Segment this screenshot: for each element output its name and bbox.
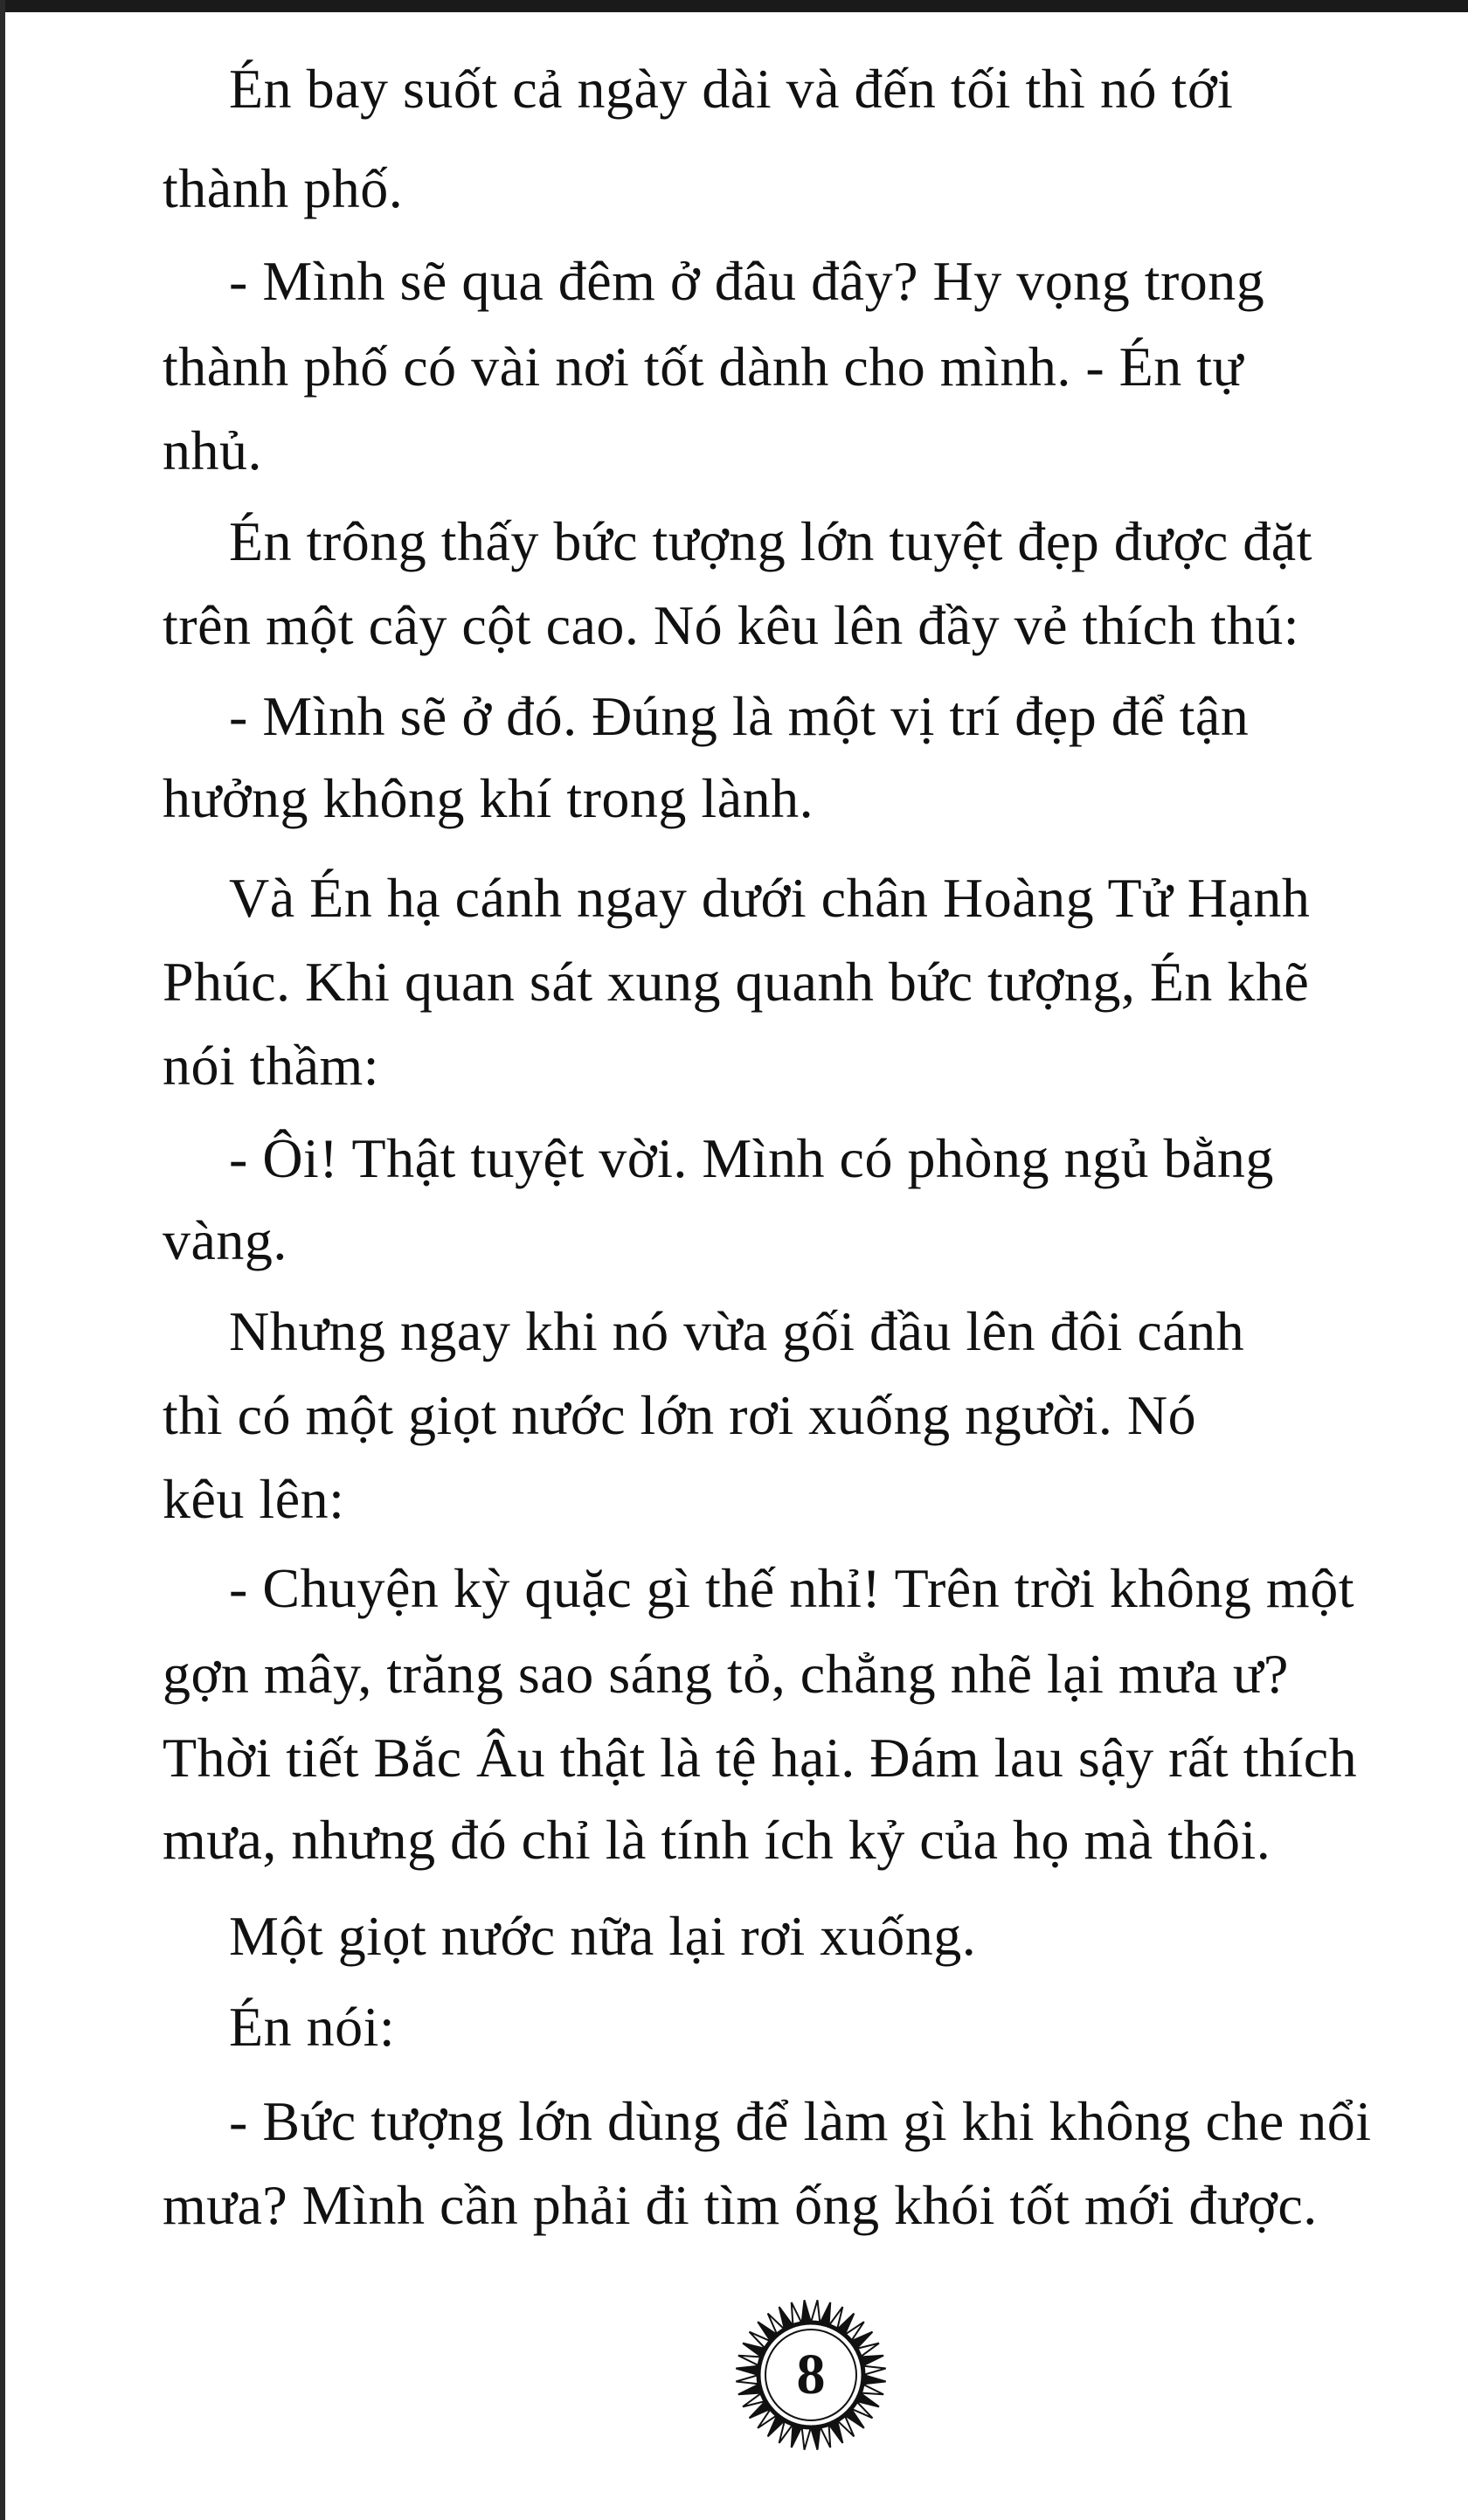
text-line: Thời tiết Bắc Âu thật là tệ hại. Đám lau sậy rất thích (163, 1727, 1358, 1789)
text-line: thì có một giọt nước lớn rơi xuống người. Nó (163, 1384, 1197, 1446)
text-line: Nhưng ngay khi nó vừa gối đầu lên đôi cánh (229, 1300, 1245, 1362)
text-line: Phúc. Khi quan sát xung quanh bức tượng, Én khẽ (163, 951, 1310, 1013)
text-line: Én trông thấy bức tượng lớn tuyệt đẹp được đặt (229, 510, 1312, 572)
text-line: Một giọt nước nữa lại rơi xuống. (229, 1905, 977, 1967)
text-line: hưởng không khí trong lành. (163, 767, 814, 829)
text-line: nói thầm: (163, 1035, 380, 1097)
text-line: Én bay suốt cả ngày dài và đến tối thì nó tới (229, 58, 1234, 120)
text-line: - Bức tượng lớn dùng để làm gì khi không che nổi (229, 2090, 1372, 2152)
text-line: trên một cây cột cao. Nó kêu lên đầy vẻ thích thú: (163, 594, 1300, 656)
text-line: nhủ. (163, 419, 262, 481)
text-line: mưa, nhưng đó chỉ là tính ích kỷ của họ mà thôi. (163, 1809, 1271, 1871)
text-line: gợn mây, trăng sao sáng tỏ, chẳng nhẽ lại mưa ư? (163, 1643, 1289, 1705)
text-line: thành phố. (163, 157, 404, 219)
text-line: - Chuyện kỳ quặc gì thế nhỉ! Trên trời không một (229, 1557, 1354, 1619)
text-line: Và Én hạ cánh ngay dưới chân Hoàng Tử Hạnh (229, 867, 1311, 929)
text-line: Én nói: (229, 1996, 396, 2058)
text-line: - Mình sẽ qua đêm ở đâu đây? Hy vọng trong (229, 250, 1265, 312)
page-number: 8 (796, 2343, 826, 2406)
text-line: thành phố có vài nơi tốt dành cho mình. - Én tự (163, 336, 1243, 398)
text-line: - Mình sẽ ở đó. Đúng là một vị trí đẹp để tận (229, 685, 1250, 747)
text-line: mưa? Mình cần phải đi tìm ống khói tốt mới được. (163, 2174, 1318, 2236)
text-line: kêu lên: (163, 1468, 345, 1530)
page-number-badge (732, 2296, 890, 2454)
text-line: vàng. (163, 1209, 287, 1271)
text-line: - Ôi! Thật tuyệt vời. Mình có phòng ngủ bằng (229, 1127, 1274, 1189)
